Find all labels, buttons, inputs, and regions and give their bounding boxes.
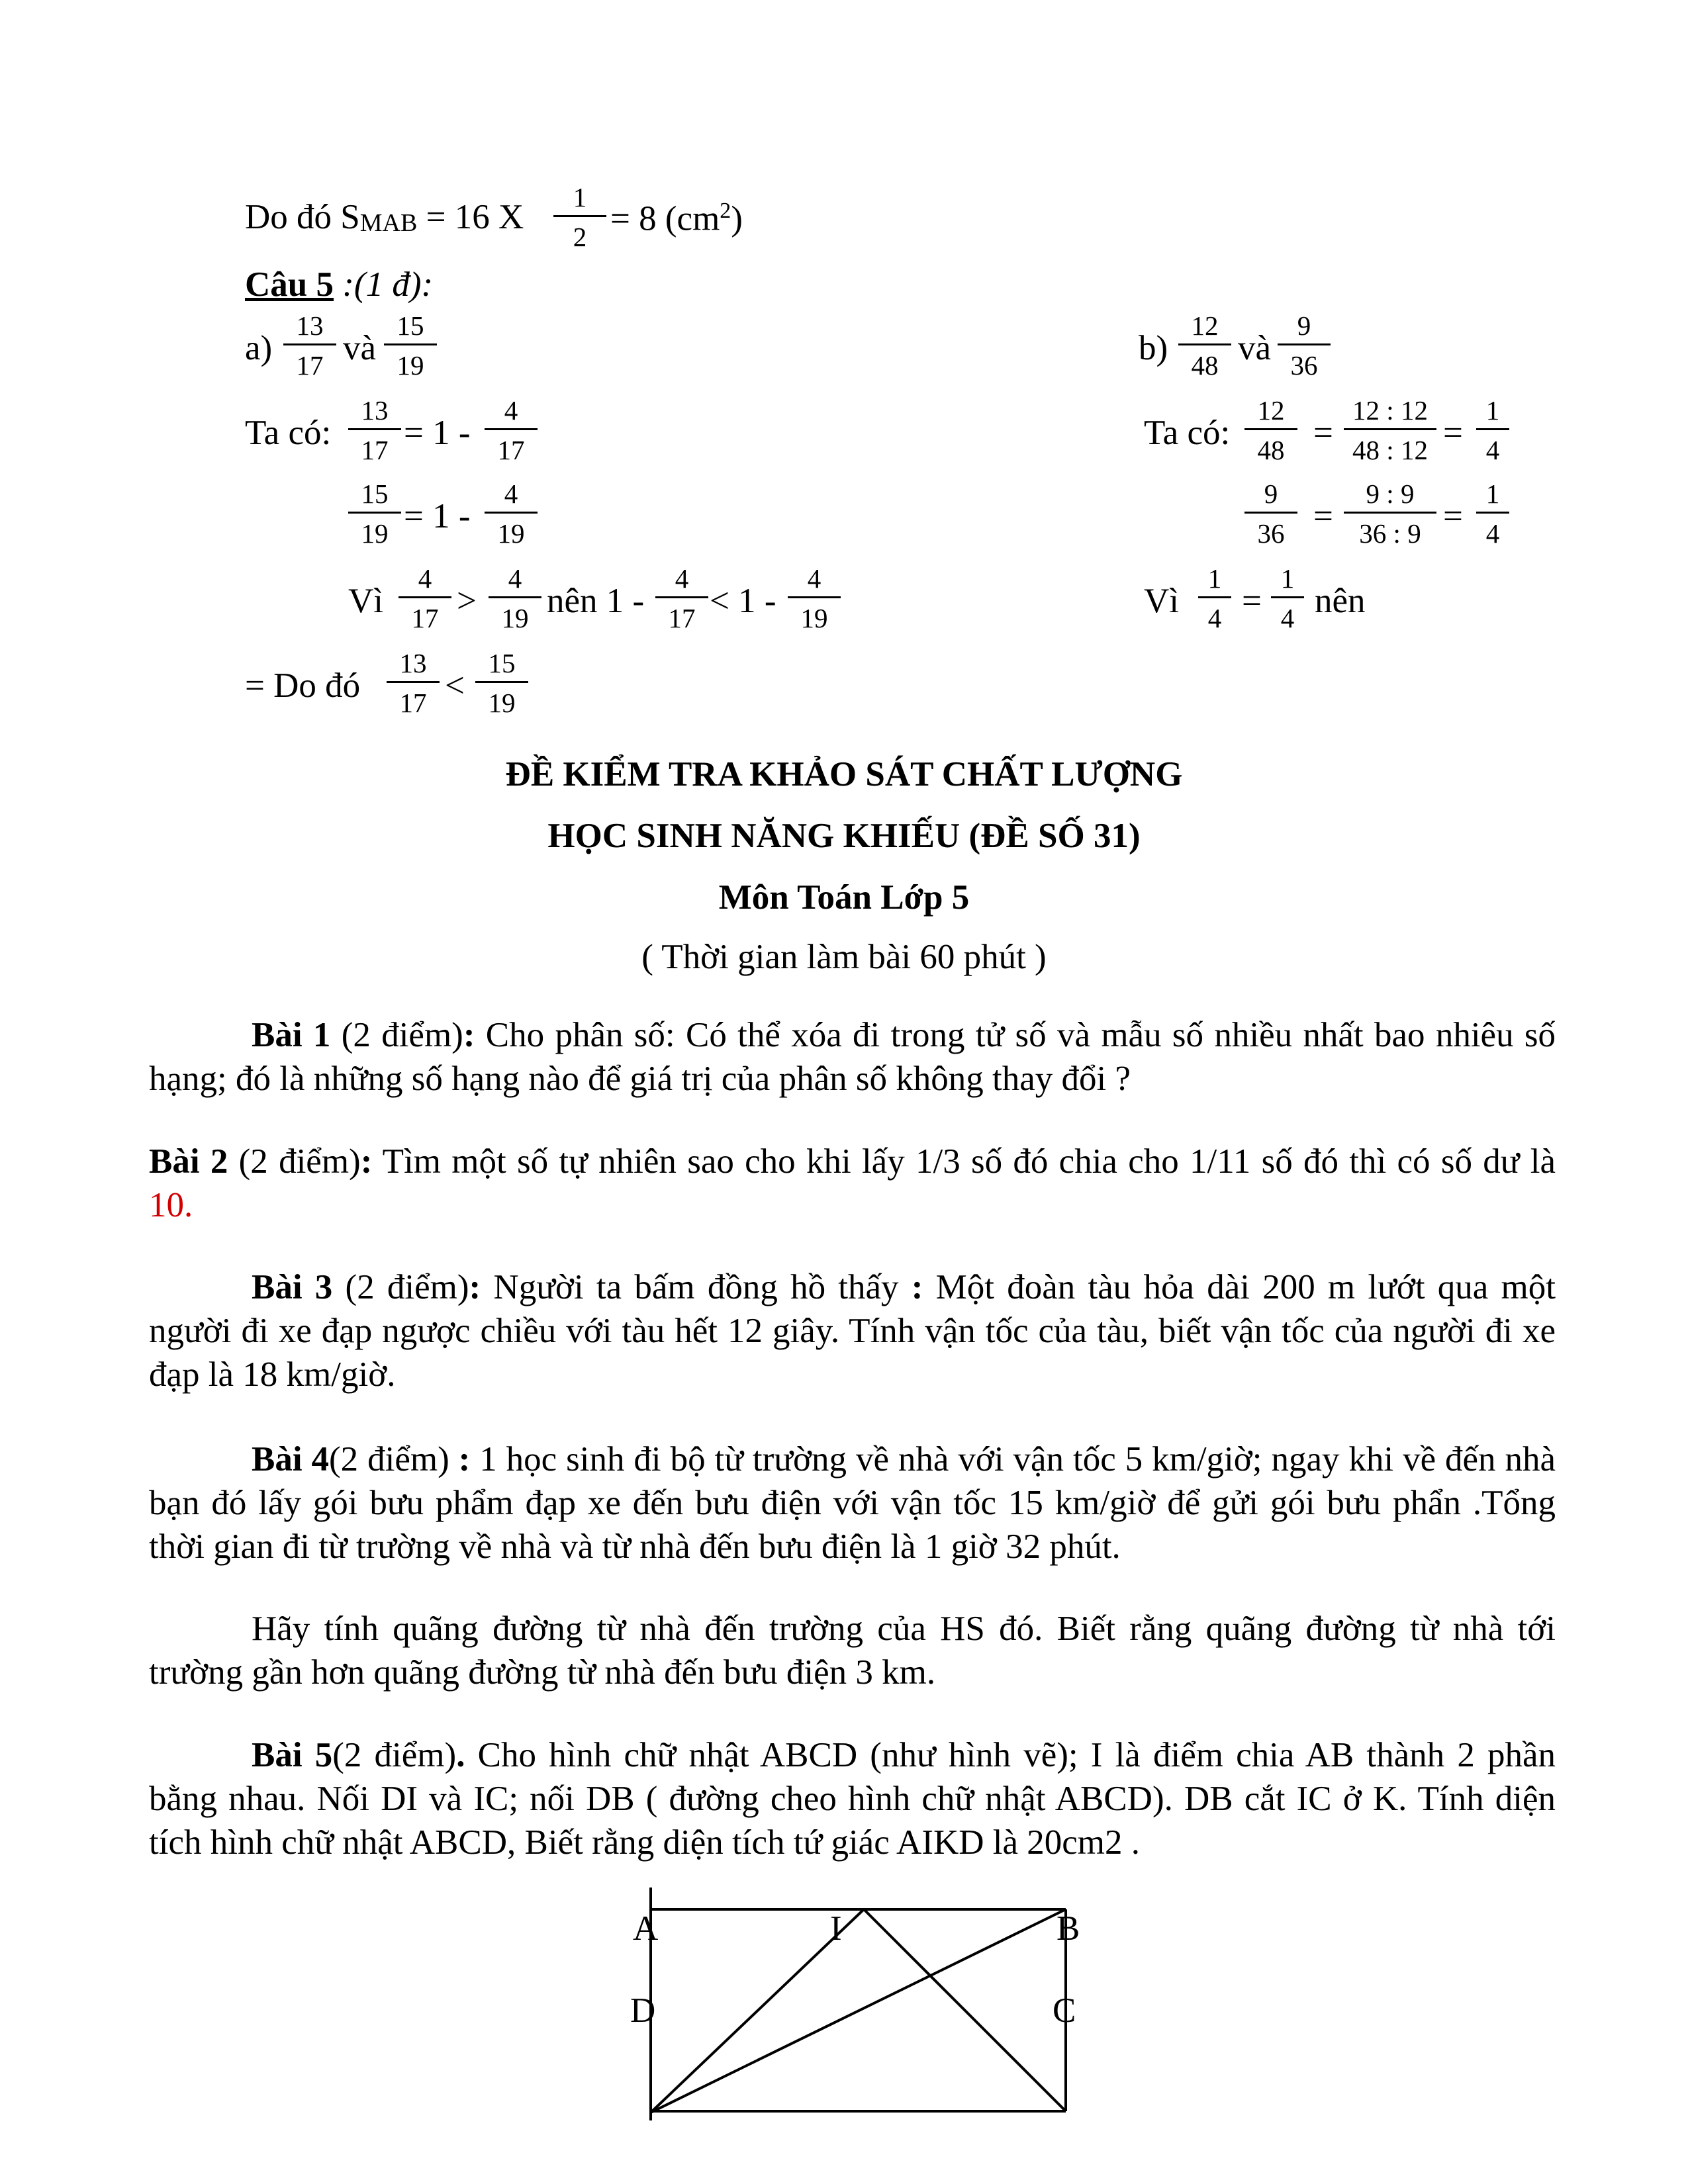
fraction: 4 17 (399, 565, 451, 632)
fraction-one-half: 1 2 (553, 184, 606, 251)
exam-time: ( Thời gian làm bài 60 phút ) (641, 938, 1047, 976)
operator-text: > (457, 582, 477, 620)
problem-4: Bài 4(2 điểm) : 1 học sinh đi bộ từ trường về nhà với vận tốc 5 km/giờ; ngay khi về đến nhà bạn đó lấy gói bưu phẩm đạp xe đến bưu điện với vận tốc 15 km/giờ để gửi gói bưu phẩn .Tổng thời gian đi từ trường về nhà và từ nhà đến bưu điện là 1 giờ 32 phút. (149, 1440, 1556, 1566)
segment-IC (864, 1909, 1066, 2111)
label-I: I (830, 1909, 842, 1948)
operator-text: = (1313, 414, 1333, 452)
part-a-label: a) (245, 329, 273, 367)
fraction: 1 4 (1476, 397, 1509, 464)
part-b-label: b) (1139, 329, 1168, 367)
problem-2: Bài 2 (2 điểm): Tìm một số tự nhiên sao cho khi lấy 1/3 số đó chia cho 1/11 số đó thì có số dư là 10. (149, 1142, 1556, 1224)
fraction: 1 4 (1476, 480, 1509, 547)
therefore-text: nên (1315, 582, 1366, 620)
operator-text: = (1242, 582, 1262, 620)
area-result-value: = 8 $(cm^2)$ (610, 199, 743, 238)
label-A: A (633, 1909, 659, 1948)
fraction: 1 4 (1198, 565, 1231, 632)
and-text: và (1238, 329, 1272, 367)
problem-5: Bài 5(2 điểm). Cho hình chữ nhật ABCD (như hình vẽ); I là điểm chia AB thành 2 phần bằng nhau. Nối DI và IC; nối DB ( đường cheo hình chữ nhật ABCD). DB cắt IC ở K. Tính diện tích hình chữ nhật ABCD, Biết rằng diện tích tứ giác AIKD là 20cm2 . (149, 1736, 1556, 1862)
fraction: 9 36 (1278, 312, 1331, 379)
fraction: 1 4 (1271, 565, 1304, 632)
operator-text: = (1443, 497, 1463, 535)
rectangle-figure (635, 1880, 1086, 2131)
area-result-line: Do đó $S_{MAB} = 16$ X (245, 198, 524, 237)
ta-co-label: Ta có: (1144, 414, 1231, 452)
label-B: B (1056, 1909, 1080, 1948)
fraction: 4 17 (485, 397, 538, 464)
operator-text: = (1443, 414, 1463, 452)
fraction: 15 19 (384, 312, 437, 379)
exam-subtitle: HỌC SINH NĂNG KHIẾU (ĐỀ SỐ 31) (547, 817, 1141, 855)
fraction: 4 17 (655, 565, 708, 632)
exam-title: ĐỀ KIỂM TRA KHẢO SÁT CHẤT LƯỢNG (505, 755, 1183, 794)
diagonal-DB (651, 1909, 1066, 2113)
fraction: 15 19 (348, 480, 401, 547)
problem-1: Bài 1 (2 điểm): Cho phân số: Có thể xóa đi trong tử số và mẫu số nhiều nhất bao nhiêu số hạng; đó là những số hạng nào để giá trị của phân số không thay đổi ? (149, 1016, 1556, 1098)
operator-text: < (445, 666, 465, 705)
fraction: 12 : 12 48 : 12 (1344, 397, 1436, 464)
therefore-text: = Do đó (245, 666, 361, 705)
fraction: 9 36 (1244, 480, 1297, 547)
fraction: 12 48 (1244, 397, 1297, 464)
operator-text: nên 1 - (547, 582, 645, 620)
fraction: 9 : 9 36 : 9 (1344, 480, 1436, 547)
label-C: C (1053, 1991, 1076, 2030)
and-text: và (343, 329, 377, 367)
problem-4-question: Hãy tính quãng đường từ nhà đến trường của HS đó. Biết rằng quãng đường từ nhà tới trường gần hơn quãng đường từ nhà đến bưu điện 3 km. (149, 1610, 1556, 1692)
problem-3: Bài 3 (2 điểm): Người ta bấm đồng hồ thấy : Một đoàn tàu hỏa dài 200 m lướt qua một người đi xe đạp ngược chiều với tàu hết 12 giây. Tính vận tốc của tàu, biết vận tốc của người đi xe đạp là 18 km/giờ. (149, 1268, 1556, 1394)
exam-subject: Môn Toán Lớp 5 (718, 878, 970, 917)
fraction: 4 19 (485, 480, 538, 547)
fraction: 13 17 (387, 650, 440, 717)
because-text: Vì (1144, 582, 1179, 620)
operator-text: < 1 - (710, 582, 776, 620)
fraction: 12 48 (1178, 312, 1231, 379)
cau5-heading: Câu 5 :(1 đ): (245, 265, 434, 304)
ta-co-label: Ta có: (245, 414, 332, 452)
fraction: 4 19 (788, 565, 841, 632)
operator-text: = (1313, 497, 1333, 535)
fraction: 4 19 (489, 565, 541, 632)
operator-text: = 1 - (404, 414, 471, 452)
operator-text: = 1 - (404, 497, 471, 535)
fraction: 15 19 (475, 650, 528, 717)
fraction: 13 17 (348, 397, 401, 464)
because-text: Vì (348, 582, 383, 620)
label-D: D (630, 1991, 656, 2030)
fraction: 13 17 (283, 312, 336, 379)
